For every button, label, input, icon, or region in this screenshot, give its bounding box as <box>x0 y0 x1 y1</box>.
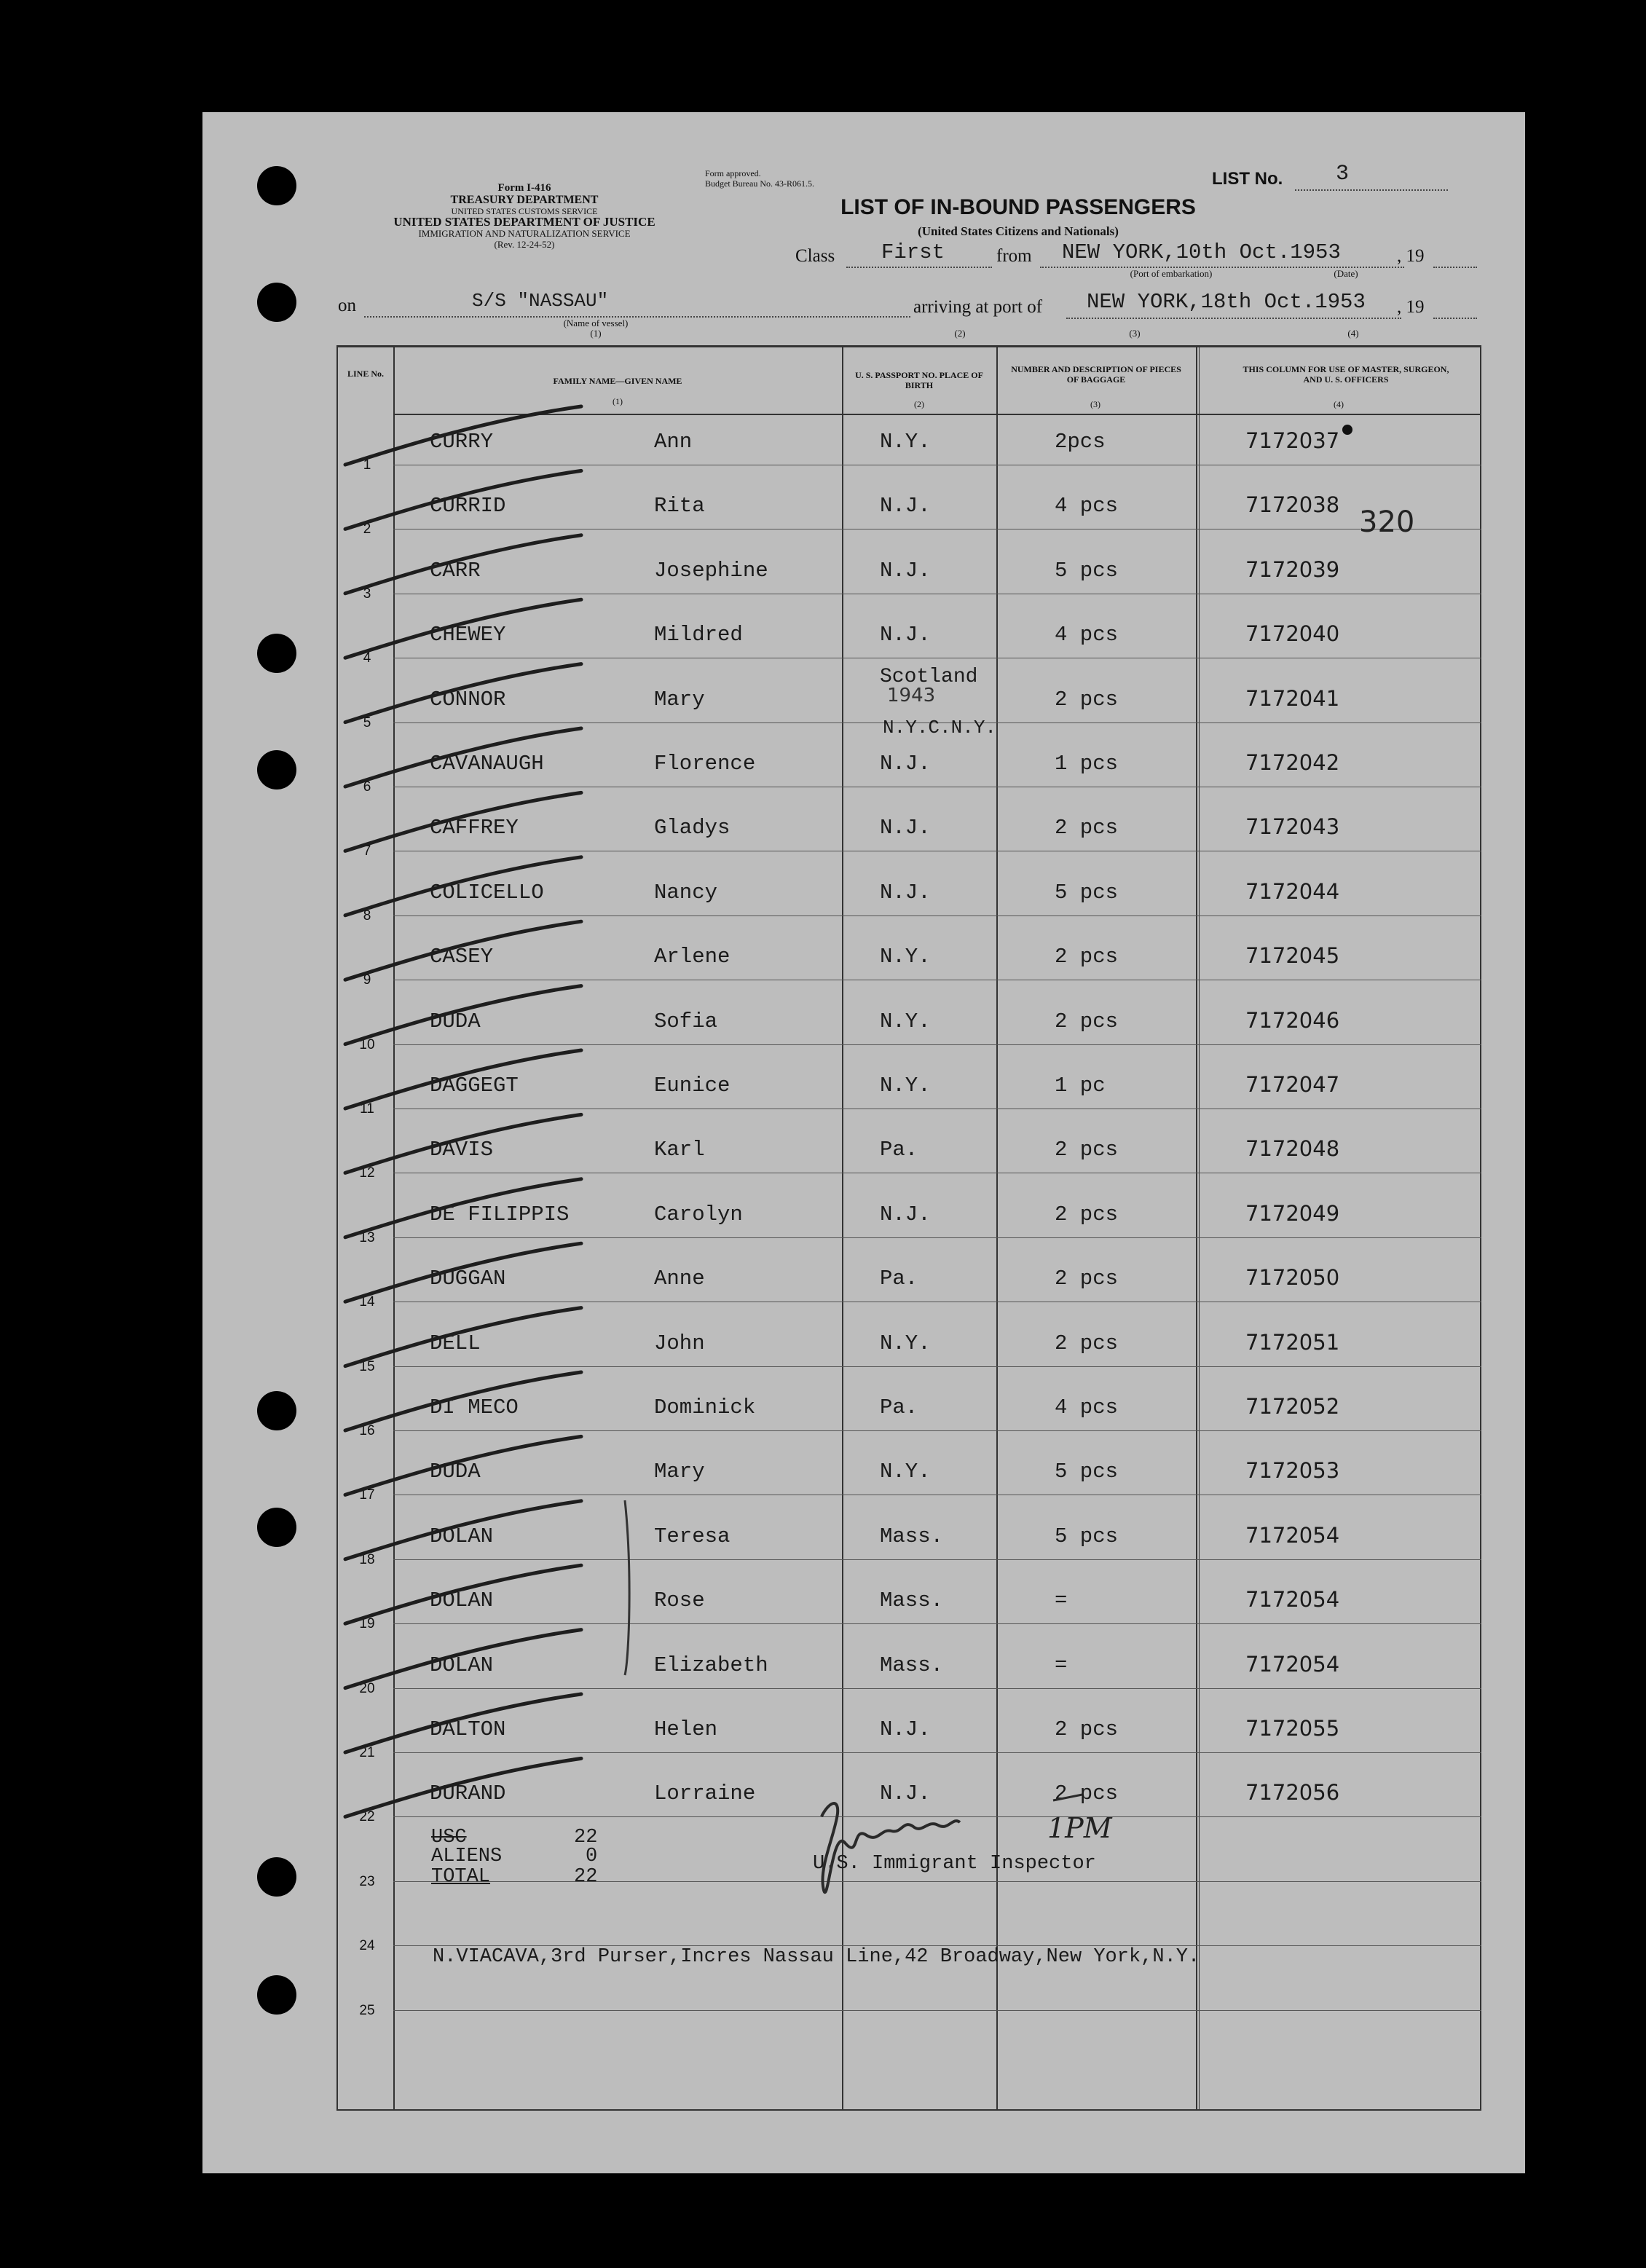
given-name: Gladys <box>654 816 731 840</box>
given-name: Dominick <box>654 1395 756 1420</box>
caption-2: (2) <box>954 328 966 339</box>
line-number: 14 <box>359 1294 375 1310</box>
place-of-birth: N.Y. <box>880 1331 931 1355</box>
line-number: 13 <box>359 1229 375 1245</box>
place-of-birth: N.Y.C.N.Y. <box>883 716 997 739</box>
birth-scotland: Scotland <box>880 666 978 688</box>
family-name: DAGGEGT <box>430 1074 519 1098</box>
officer-number: 7172050 <box>1245 1265 1340 1291</box>
place-of-birth: N.Y. <box>880 1009 931 1033</box>
col-passport: U. S. PASSPORT NO. PLACE OF BIRTH <box>855 370 983 390</box>
baggage-count: 5 pcs <box>1055 1460 1119 1484</box>
aliens-label: ALIENS <box>431 1846 503 1867</box>
family-name: DOLAN <box>430 1653 494 1677</box>
given-name: Rose <box>654 1588 705 1613</box>
check-mark <box>345 1308 581 1366</box>
given-name: Carolyn <box>654 1202 743 1226</box>
check-mark <box>345 986 581 1044</box>
baggage-count: 4 pcs <box>1055 494 1119 519</box>
given-name: Karl <box>654 1138 705 1162</box>
baggage-count: 2 pcs <box>1055 1267 1119 1291</box>
form-number: Form I-416 <box>497 182 551 194</box>
line-number: 1 <box>363 457 371 473</box>
from-value: NEW YORK,10th Oct.1953 <box>1062 240 1341 264</box>
purser-line: N.VIACAVA,3rd Purser,Incres Nassau Line,42 Broadway,New York,N.Y. <box>433 1946 1200 1968</box>
place-of-birth: N.J. <box>880 623 931 647</box>
col-line-no: LINE No. <box>347 369 384 379</box>
officer-number: 7172041 <box>1245 685 1340 711</box>
line-number: 10 <box>359 1036 375 1052</box>
vessel-name: S/S "NASSAU" <box>472 290 609 312</box>
baggage-count: 5 pcs <box>1055 1524 1119 1548</box>
line-number: 7 <box>363 843 371 859</box>
line-number: 16 <box>359 1423 375 1438</box>
revision-date: (Rev. 12-24-52) <box>494 239 555 250</box>
baggage-count: 2 pcs <box>1055 1781 1119 1806</box>
line-number: 2 <box>363 521 371 538</box>
family-name: CASEY <box>430 945 494 969</box>
check-mark <box>345 1630 581 1688</box>
vessel-column-number: (1) <box>590 328 602 339</box>
family-name: DUDA <box>430 1009 481 1033</box>
line-number: 6 <box>363 779 371 795</box>
family-name: DALTON <box>430 1717 506 1741</box>
family-name: CAVANAUGH <box>430 752 544 776</box>
check-mark <box>345 728 581 787</box>
on-label: on <box>338 296 356 315</box>
officer-number: 7172055 <box>1245 1716 1340 1741</box>
family-name: CURRID <box>430 494 506 519</box>
check-mark <box>345 535 581 594</box>
baggage-count: 5 pcs <box>1055 880 1119 905</box>
budget-bureau: Budget Bureau No. 43-R061.5. <box>705 178 814 189</box>
place-of-birth: Pa. <box>880 1395 918 1420</box>
given-name: Sofia <box>654 1009 718 1033</box>
check-mark <box>345 664 581 722</box>
officer-number: 7172054 <box>1245 1651 1340 1677</box>
officer-number: 7172048 <box>1245 1136 1340 1162</box>
place-of-birth: Mass. <box>880 1524 944 1548</box>
aliens-value: 0 <box>586 1846 598 1867</box>
page-title: LIST OF IN-BOUND PASSENGERS <box>840 195 1196 219</box>
treasury-department: TREASURY DEPARTMENT <box>450 194 599 206</box>
line-number: 9 <box>363 972 371 988</box>
given-name: Arlene <box>654 945 731 969</box>
line-number: 11 <box>360 1101 374 1117</box>
total-value: 22 <box>574 1866 598 1888</box>
list-no-value: 3 <box>1336 162 1350 186</box>
place-of-birth: N.J. <box>880 1781 931 1806</box>
check-mark <box>345 599 581 658</box>
place-of-birth: Mass. <box>880 1588 944 1613</box>
given-name: Eunice <box>654 1074 731 1098</box>
officer-number: 7172040 <box>1245 621 1340 647</box>
family-name: CURRY <box>430 430 494 454</box>
officer-number: 7172045 <box>1245 943 1340 969</box>
caption-3: (3) <box>1129 328 1141 339</box>
given-name: Nancy <box>654 880 718 905</box>
vessel-caption: (Name of vessel) <box>563 318 629 328</box>
given-name: Ann <box>654 430 693 454</box>
check-mark <box>345 1436 581 1495</box>
inspector-signature <box>822 1803 960 1892</box>
from-label: from <box>996 246 1032 266</box>
check-mark <box>345 1501 581 1559</box>
col-baggage: NUMBER AND DESCRIPTION OF PIECES OF BAGGAGE <box>1011 364 1181 385</box>
baggage-count: 2 pcs <box>1055 1009 1119 1033</box>
baggage-count: = <box>1055 1653 1068 1677</box>
check-mark <box>345 1372 581 1430</box>
given-name: Mildred <box>654 623 743 647</box>
officer-number: 7172039 <box>1245 556 1340 582</box>
place-of-birth: N.Y. <box>880 1074 931 1098</box>
family-name: COLICELLO <box>430 880 544 905</box>
line-number: 4 <box>363 650 371 666</box>
date-caption: (Date) <box>1334 268 1358 279</box>
given-name: Helen <box>654 1717 718 1741</box>
arriving-year-suffix: , 19 <box>1397 297 1425 317</box>
line-number: 15 <box>359 1358 375 1374</box>
list-no-label: LIST No. <box>1212 169 1283 189</box>
baggage-count: 2 pcs <box>1055 945 1119 969</box>
total-label: TOTAL <box>431 1866 491 1888</box>
officer-number: 7172052 <box>1245 1394 1340 1419</box>
family-name: DUDA <box>430 1460 481 1484</box>
given-name: Florence <box>654 752 756 776</box>
check-mark <box>345 1114 581 1173</box>
family-name: DE FILIPPIS <box>430 1202 570 1226</box>
officer-number: 7172049 <box>1245 1200 1340 1226</box>
line-number: 22 <box>359 1809 375 1825</box>
officer-number: 7172038 <box>1245 492 1340 518</box>
check-mark <box>345 406 581 465</box>
place-of-birth: N.J. <box>880 752 931 776</box>
place-of-birth: Mass. <box>880 1653 944 1677</box>
place-of-birth: Pa. <box>880 1267 918 1291</box>
check-mark <box>345 921 581 980</box>
family-name: DI MECO <box>430 1395 519 1420</box>
naturalization-year: 1943 <box>887 685 936 706</box>
line-number: 19 <box>359 1616 375 1632</box>
col-name: FAMILY NAME—GIVEN NAME <box>553 376 682 386</box>
baggage-count: 4 pcs <box>1055 1395 1119 1420</box>
baggage-count: 5 pcs <box>1055 558 1119 583</box>
line-number: 17 <box>359 1487 375 1503</box>
family-name: CHEWEY <box>430 623 506 647</box>
immigration-service: IMMIGRATION AND NATURALIZATION SERVICE <box>418 228 631 239</box>
family-name: DOLAN <box>430 1588 494 1613</box>
line-number: 3 <box>363 586 371 602</box>
family-name: CONNOR <box>430 687 506 712</box>
line-number: 18 <box>359 1551 375 1567</box>
given-name: Rita <box>654 494 705 519</box>
family-name: DUGGAN <box>430 1267 506 1291</box>
officer-number: 7172053 <box>1245 1458 1340 1484</box>
check-mark <box>345 1050 581 1109</box>
inspector-label: U.S. Immigrant Inspector <box>813 1853 1096 1875</box>
family-name: DURAND <box>430 1781 506 1806</box>
place-of-birth: N.J. <box>880 1202 931 1226</box>
line-number: 23 <box>359 1873 375 1889</box>
line-number: 5 <box>363 714 371 731</box>
officer-number: 7172054 <box>1245 1522 1340 1548</box>
check-mark <box>345 1758 581 1816</box>
place-of-birth: Pa. <box>880 1138 918 1162</box>
officer-number: 7172042 <box>1245 750 1340 775</box>
port-embarkation-caption: (Port of embarkation) <box>1130 268 1213 279</box>
given-name: Elizabeth <box>654 1653 768 1677</box>
line-number: 25 <box>359 2002 375 2018</box>
officer-number: 7172054 <box>1245 1587 1340 1613</box>
line-number: 21 <box>359 1745 375 1760</box>
baggage-count: 2pcs <box>1055 430 1106 454</box>
bracket-mark <box>625 1500 629 1675</box>
given-name: Teresa <box>654 1524 731 1548</box>
check-mark <box>345 1179 581 1237</box>
given-name: Mary <box>654 1460 705 1484</box>
from-year-suffix: , 19 <box>1397 246 1425 266</box>
officer-number: 7172046 <box>1245 1007 1340 1033</box>
usc-label: USC <box>431 1827 467 1848</box>
baggage-count: 2 pcs <box>1055 1717 1119 1741</box>
baggage-count: 2 pcs <box>1055 1138 1119 1162</box>
class-label: Class <box>795 246 835 266</box>
line-number: 8 <box>363 907 371 924</box>
justice-department: UNITED STATES DEPARTMENT OF JUSTICE <box>393 215 655 229</box>
given-name: Anne <box>654 1267 705 1291</box>
family-name: DOLAN <box>430 1524 494 1548</box>
arriving-label: arriving at port of <box>913 297 1043 317</box>
line-number: 20 <box>359 1680 375 1696</box>
arriving-value: NEW YORK,18th Oct.1953 <box>1087 290 1366 314</box>
manifest-page: Form I-416 TREASURY DEPARTMENT UNITED STATES CUSTOMS SERVICE UNITED STATES DEPARTMENT OF JUSTICE IMMIGRATION AND NATURALIZATION SERVICE (Rev. 12-24-52) Form approved. Budget Bureau No. 43-R061.5. LIST No. 3 LIST OF IN-BOUND PASSENGERS (United States Citizens and Nationals) Class First from NEW YORK,10th Oct.1953 , 19 (Port of embarkation) (Date) on S/S "NASSAU" (Name of vessel) (1) arriving at port of NEW YORK,18th Oct.1953 , 19 (2) (3) (4) LINE No. FAMILY NAME—GIVEN NAME U. S. PASSPORT NO. PLACE OF BIRTH NUMBER AND DESCRIPTION OF PIECES OF BAGGAGE THIS COLUMN FOR USE OF MASTER, SURGEON, AND U. S. OFFICERS (1) (2) (3) (4) 1 CURRY Ann N.Y. 2pcs 7172037 2 CURRID Rita N.J. 4 pcs 7172038 3 CARR Josephine N.J. 5 pcs 7172039 4 CHEWEY Mildred N.J. 4 pcs 7172040 5 CONNOR Mary N.Y.C.N.Y. 2 pcs 7172041 6 CAVANAUGH Florence N.J. 1 pcs 7172042 7 CAFFREY Gladys N.J. 2 pcs 7172043 8 COLICELLO Nancy N.J. 5 pcs 7172044 9 CASEY Arlene N.Y. 2 pcs 7172045 10 DUDA Sofia N.Y. 2 pcs 7172046 11 DAGGEGT Eunice N.Y. 1 pc 7172047 12 DAVIS Karl Pa. 2 pcs 7172048 13 DE FILIPPIS Carolyn N.J. 2 pcs 7172049 14 DUGGAN Anne Pa. 2 pcs 7172050 15 DELL John N.Y. 2 pcs 7172051 16 DI MECO Dominick Pa. 4 pcs 7172052 17 DUDA Mary N.Y. 5 pcs 7172053 18 DOLAN Teresa Mass. 5 pcs 7172054 19 DOLAN Rose Mass. = 7172054 20 DOLAN Elizabeth Mass. = 7172054 21 DALTON Helen N.J. 2 pcs 7172055 22 DURAND Lorraine N.J. 2 pcs 7172056 23 24 25 320 Scotland 1943 USC 22 ALIENS 0 TOTAL 22 U.S. Immigrant Inspector 1PM N.VIACAVA,3rd Purser,Incres Nassau Line,42 Broadway,New York,N.Y. <box>202 112 1525 2173</box>
baggage-count: 2 pcs <box>1055 816 1119 840</box>
customs-service: UNITED STATES CUSTOMS SERVICE <box>451 206 598 216</box>
family-name: DAVIS <box>430 1138 494 1162</box>
page-subtitle: (United States Citizens and Nationals) <box>918 224 1119 238</box>
family-name: CARR <box>430 558 481 583</box>
place-of-birth: N.J. <box>880 558 931 583</box>
given-name: Lorraine <box>654 1781 756 1806</box>
handwritten-number: 320 <box>1359 505 1415 539</box>
place-of-birth: N.J. <box>880 1717 931 1741</box>
place-of-birth: N.Y. <box>880 945 931 969</box>
given-name: Mary <box>654 687 705 712</box>
family-name: CAFFREY <box>430 816 519 840</box>
check-mark <box>345 470 581 529</box>
time-note: 1PM <box>1047 1812 1112 1844</box>
officer-number: 7172043 <box>1245 814 1340 840</box>
officer-number: 7172056 <box>1245 1780 1340 1806</box>
check-mark <box>345 1243 581 1302</box>
baggage-count: 2 pcs <box>1055 1331 1119 1355</box>
check-mark <box>345 1694 581 1752</box>
baggage-count: 2 pcs <box>1055 687 1119 712</box>
place-of-birth: N.J. <box>880 880 931 905</box>
caption-4: (4) <box>1347 328 1359 339</box>
given-name: Josephine <box>654 558 768 583</box>
line-number: 24 <box>359 1938 375 1954</box>
form-approved: Form approved. <box>705 168 761 178</box>
officer-number: 7172051 <box>1245 1329 1340 1355</box>
place-of-birth: N.J. <box>880 816 931 840</box>
check-mark <box>345 792 581 851</box>
baggage-count: 1 pc <box>1055 1074 1106 1098</box>
check-mark <box>345 857 581 916</box>
family-name: DELL <box>430 1331 481 1355</box>
baggage-count: 2 pcs <box>1055 1202 1119 1226</box>
baggage-count: 1 pcs <box>1055 752 1119 776</box>
given-name: John <box>654 1331 705 1355</box>
check-mark <box>345 1565 581 1623</box>
place-of-birth: N.Y. <box>880 430 931 454</box>
class-value: First <box>881 240 945 264</box>
ink-blot <box>1342 425 1352 435</box>
officer-number: 7172047 <box>1245 1072 1340 1097</box>
line-number: 12 <box>359 1165 375 1181</box>
officer-number: 7172044 <box>1245 878 1340 904</box>
col-officers: THIS COLUMN FOR USE OF MASTER, SURGEON, AND U. S. OFFICERS <box>1243 364 1449 385</box>
pen-marks <box>202 112 1525 2173</box>
baggage-count: 4 pcs <box>1055 623 1119 647</box>
officer-number: 7172037 <box>1245 428 1340 453</box>
place-of-birth: N.J. <box>880 494 931 519</box>
baggage-count: = <box>1055 1588 1068 1613</box>
usc-value: 22 <box>574 1827 598 1848</box>
place-of-birth: N.Y. <box>880 1460 931 1484</box>
